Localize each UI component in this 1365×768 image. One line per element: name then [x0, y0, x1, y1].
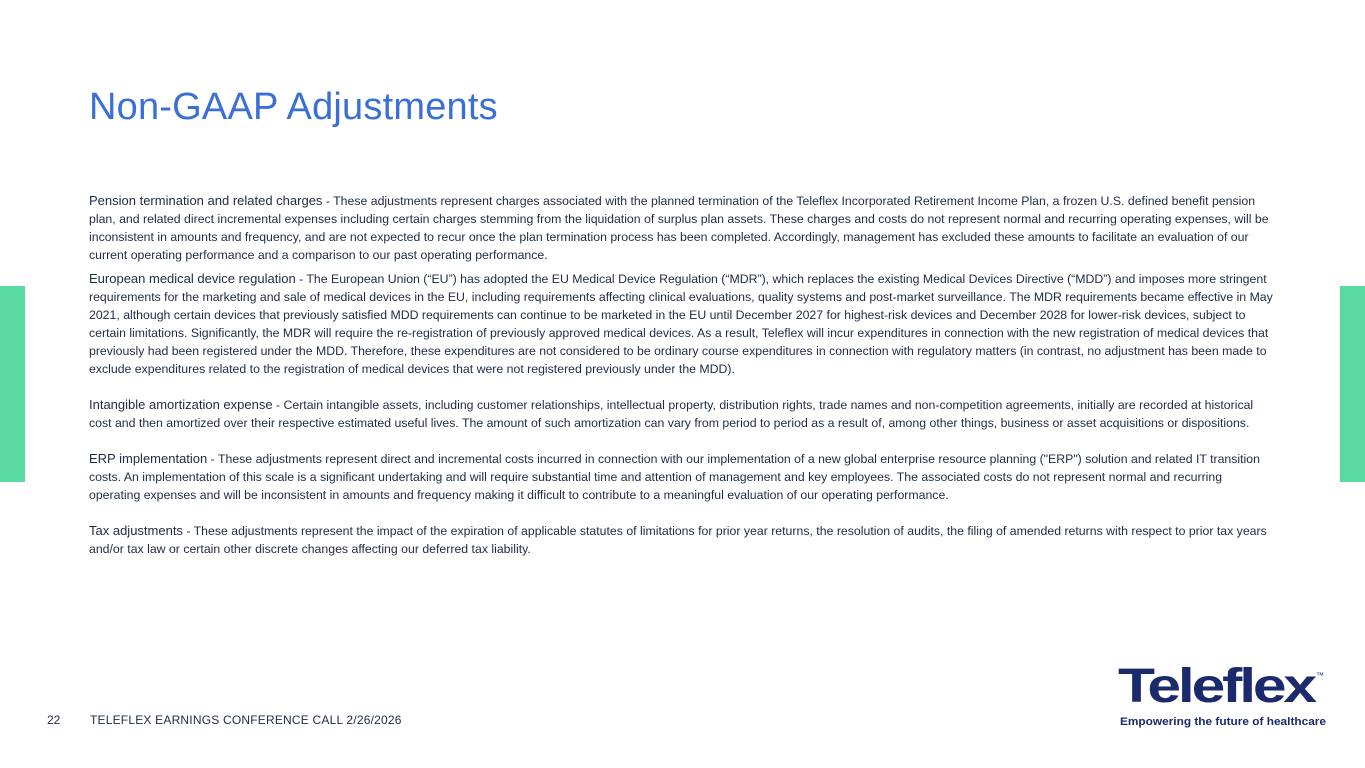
logo-trademark: ™ — [1316, 671, 1324, 680]
footer-text: TELEFLEX EARNINGS CONFERENCE CALL 2/26/2026 — [90, 713, 402, 727]
section-heading: ERP implementation — [89, 451, 208, 466]
section-heading: European medical device regulation — [89, 271, 296, 286]
left-accent-bar — [0, 286, 25, 482]
section-text: - These adjustments represent the impact of the expiration of applicable statutes of limitations for prior year returns, the resolution of audits, the filing of amended returns with respect to prior tax years and/or tax law or certain other discrete changes affecting our deferred tax liability. — [89, 524, 1267, 556]
section-tax — [89, 522, 1274, 558]
section-heading: Pension termination and related charges — [89, 193, 323, 208]
page-number: 22 — [47, 713, 61, 727]
section-text: - The European Union (“EU”) has adopted the EU Medical Device Regulation (“MDR”), which replaces the existing Medical Devices Directive (“MDD”) and imposes more stringent requirements for the marketing and sale of medical devices in the EU, including requirements affecting clinical evaluations, quality systems and post-market surveillance. The MDR requirements became effective in May 2021, although certain devices that previously satisfied MDD requirements can continue to be marketed in the EU until December 2027 for highest-risk devices and December 2028 for lower-risk devices, subject to certain limitations. Significantly, the MDR will require the re-registration of previously approved medical devices. As a result, Teleflex will incur expenditures in connection with the new registration of medical devices that previously had been registered under the MDD. Therefore, these expenditures are not considered to be ordinary course expenditures in connection with regulatory matters (in contrast, no adjustment has been made to exclude expenditures related to the registration of medical devices that were not registered previously under the MDD). — [89, 272, 1273, 376]
section-text: - These adjustments represent charges associated with the planned termination of the Teleflex Incorporated Retirement Income Plan, a frozen U.S. defined benefit pension plan, and related direct incremental expenses including certain charges stemming from the liquidation of surplus plan assets. These charges and costs do not represent normal and recurring operating expenses, will be inconsistent in amounts and frequency, and are not expected to recur once the plan termination process has been completed. Accordingly, management has excluded these amounts to facilitate an evaluation of our current operating performance and a comparison to our past operating performance. — [89, 194, 1269, 262]
section-text: - These adjustments represent direct and incremental costs incurred in connection with our implementation of a new global enterprise resource planning ("ERP") solution and related IT transition costs. An implementation of this scale is a significant undertaking and will require substantial time and attention of management and key employees. The associated costs do not represent normal and recurring operating expenses and will be inconsistent in amounts and frequency making it difficult to contribute to a meaningful evaluation of our operating performance. — [89, 452, 1260, 502]
section-heading: Tax adjustments — [89, 523, 183, 538]
teleflex-logo — [1118, 660, 1330, 730]
section-mdr — [89, 270, 1274, 378]
logo-wordmark: Teleflex — [1118, 660, 1318, 713]
page-title: Non-GAAP Adjustments — [89, 86, 498, 128]
section-intangible — [89, 396, 1274, 432]
section-text: - Certain intangible assets, including customer relationships, intellectual property, distribution rights, trade names and non-competition agreements, initially are recorded at historical cost and then amortized over their respective estimated useful lives. The amount of such amortization can vary from period to period as a result of, among other things, business or asset acquisitions or dispositions. — [89, 398, 1254, 430]
logo-tagline: Empowering the future of healthcare — [1120, 716, 1326, 728]
adjustments-content — [89, 192, 1274, 558]
section-pension — [89, 192, 1274, 264]
right-accent-bar — [1340, 286, 1365, 482]
section-erp — [89, 450, 1274, 504]
section-heading: Intangible amortization expense — [89, 397, 273, 412]
